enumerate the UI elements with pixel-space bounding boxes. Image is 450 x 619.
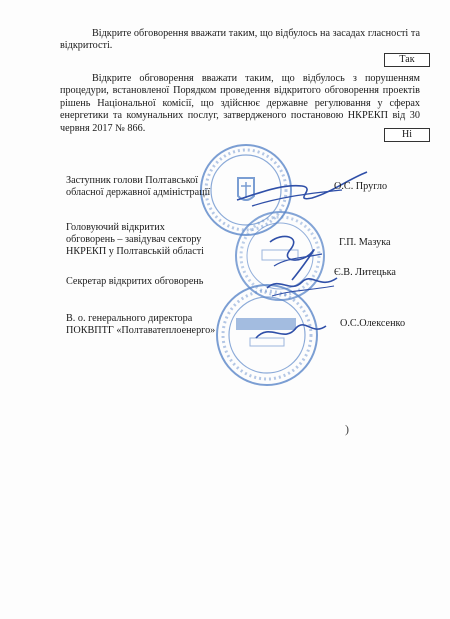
signatory-3-position-line1: Секретар відкритих обговорень xyxy=(66,276,204,287)
signatory-1-position-line2: обласної державної адміністрації xyxy=(66,187,211,198)
signatory-2-position-line3: НКРЕКП у Полтавській області xyxy=(66,246,205,257)
signatory-4-position-line1: В. о. генерального директора xyxy=(66,313,193,324)
option-yes-box: Так xyxy=(384,53,430,67)
signatory-2-position-line2: обговорень – завідувач сектору xyxy=(66,234,202,245)
signatory-1-name: О.С. Пругло xyxy=(334,181,388,192)
conclusion-paragraph-open: Відкрите обговорення вважати таким, що відбулось на засадах гласності та відкритості. xyxy=(60,28,420,52)
signatory-2-name: Г.П. Мазука xyxy=(339,237,391,248)
signatory-3-name: Є.В. Литецька xyxy=(334,267,396,278)
signatory-2-position-line1: Головуючий відкритих xyxy=(66,222,165,233)
signatory-1-position-line1: Заступник голови Полтавської xyxy=(66,175,199,186)
signatory-4-position-line2: ПОКВПТГ «Полтаватеплоенерго» xyxy=(66,325,216,336)
signature-oleksenko xyxy=(250,312,330,352)
signatory-4-name: О.С.Олексенко xyxy=(340,318,406,329)
signature-lytetska xyxy=(262,264,342,304)
conclusion-paragraph-violation: Відкрите обговорення вважати таким, що відбулось з порушенням процедури, встановленої Порядком проведення відкритого обговорення проектів рішень Національної комісії, що здійснює державне регулювання у сферах енергетики та комунальних послуг, затвердженого постановою НКРЕКП від 30 червня 2017 № 866. xyxy=(60,73,420,134)
option-no-box: Ні xyxy=(384,128,430,142)
handwritten-mark: ) xyxy=(345,422,349,436)
